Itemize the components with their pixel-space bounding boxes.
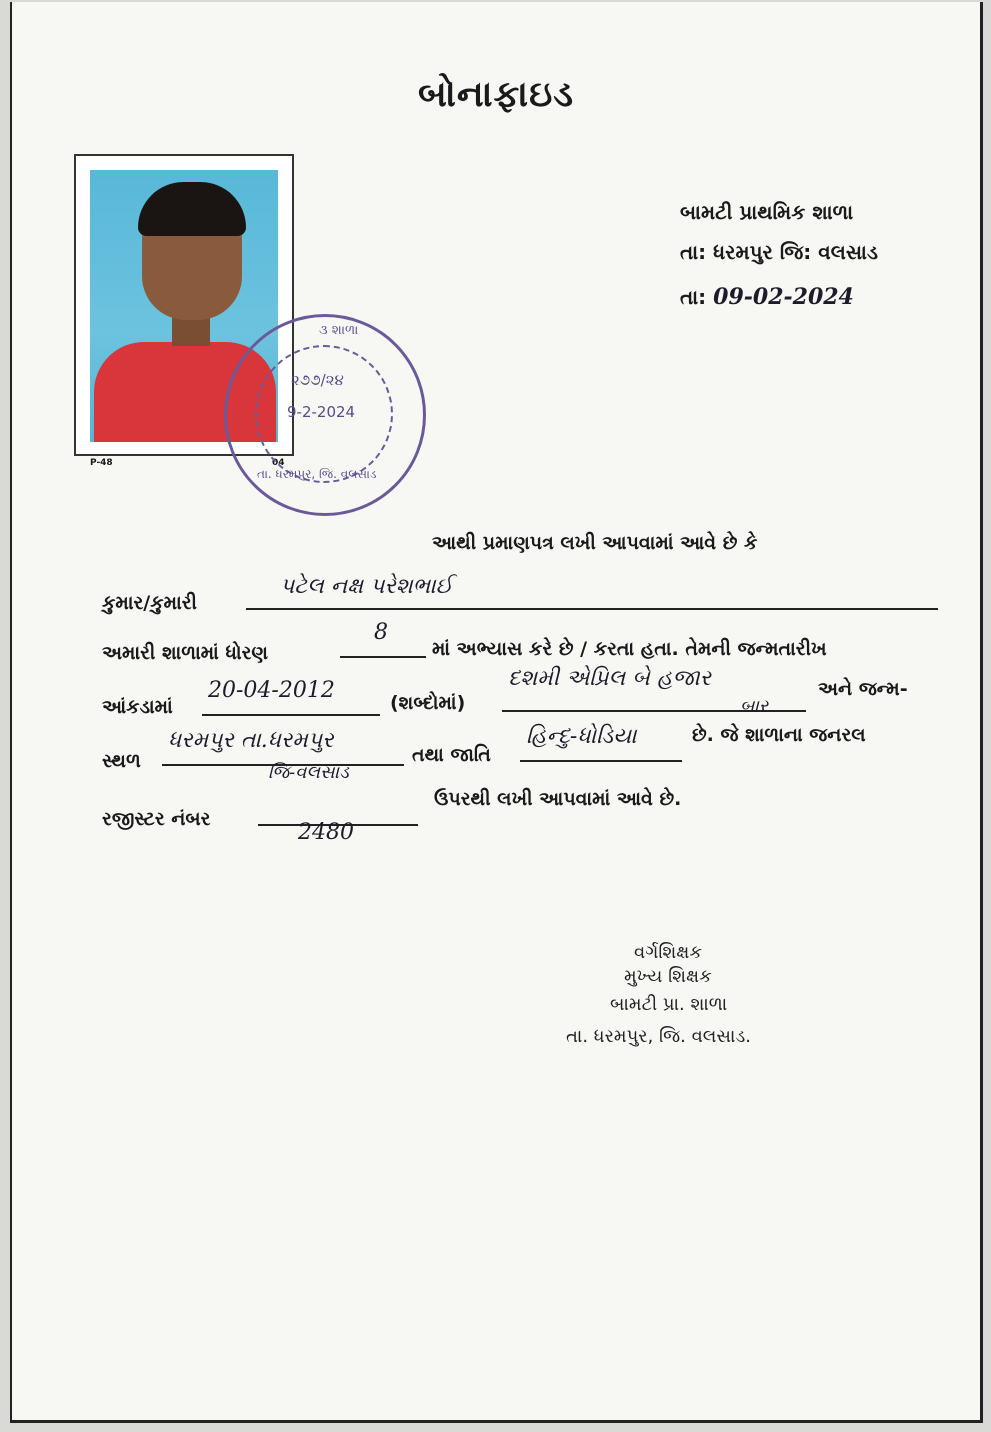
words-value-2: બાર: [740, 696, 769, 717]
place-value: ધરમપુર તા.ધરમપુર: [168, 728, 334, 753]
std-value: 8: [374, 620, 388, 645]
date-value: 09-02-2024: [713, 284, 854, 310]
name-value: પટેલ નક્ષ પરેશભાઈ: [280, 574, 453, 599]
stamp-ring-top: ૩ શાળા: [319, 323, 359, 338]
signature-role: મુખ્ય શિક્ષક: [624, 966, 712, 987]
school-stamp: [224, 314, 426, 516]
name-label: કુમાર/કુમારી: [102, 592, 197, 614]
reg-label: રજીસ્ટર નંબર: [102, 808, 211, 830]
caste-suffix: છે. જે શાળાના જનરલ: [692, 724, 866, 746]
reg-suffix: ઉપરથી લખી આપવામાં આવે છે.: [434, 788, 682, 810]
school-name: બામટી પ્રાથમિક શાળા: [680, 200, 854, 224]
words-label: (શબ્દોમાં): [390, 692, 466, 714]
stamp-date: 9-2-2024: [287, 403, 356, 421]
signature-role-top: વર્ગશિક્ષક: [634, 942, 703, 963]
dob-value: 20-04-2012: [208, 678, 335, 703]
dob-label: આંકડામાં: [102, 696, 173, 718]
reg-value: 2480: [298, 820, 354, 845]
caste-label: તથા જાતિ: [412, 744, 491, 766]
stamp-number: ૨૭૭/૨૪: [291, 371, 344, 389]
std-label: અમારી શાળામાં ધોરણ: [102, 642, 268, 664]
words-value: દશમી એપ્રિલ બે હજાર: [508, 666, 712, 691]
caste-value: હિન્દુ-ધોડિયા: [526, 724, 637, 749]
std-suffix: માં અભ્યાસ કરે છે / કરતા હતા. તેમની જન્મતારીખ: [432, 638, 827, 660]
place-value-2: જિ-વલસાડ: [268, 762, 349, 783]
birth-suffix: અને જન્મ-: [818, 678, 908, 700]
intro-text: આથી પ્રમાણપત્ર લખી આપવામાં આવે છે કે: [432, 532, 758, 554]
certificate-title: બોનાફાઇડ: [418, 74, 574, 115]
photo-code-right: 04: [272, 458, 285, 468]
signature-location: તા. ધરમપુર, જિ. વલસાડ.: [566, 1026, 751, 1047]
signature-school: બામટી પ્રા. શાળા: [610, 994, 728, 1015]
stamp-ring-bottom: તા. ધરમપુર, જિ. વલસાડ: [257, 467, 377, 481]
certificate-page: [10, 2, 983, 1423]
school-location: તા: ધરમપુર જિ: વલસાડ: [680, 240, 878, 264]
photo-code-left: P-48: [90, 458, 113, 468]
date-label: તા:: [680, 285, 707, 309]
place-label: સ્થળ: [102, 750, 141, 772]
issue-date: [680, 284, 854, 310]
